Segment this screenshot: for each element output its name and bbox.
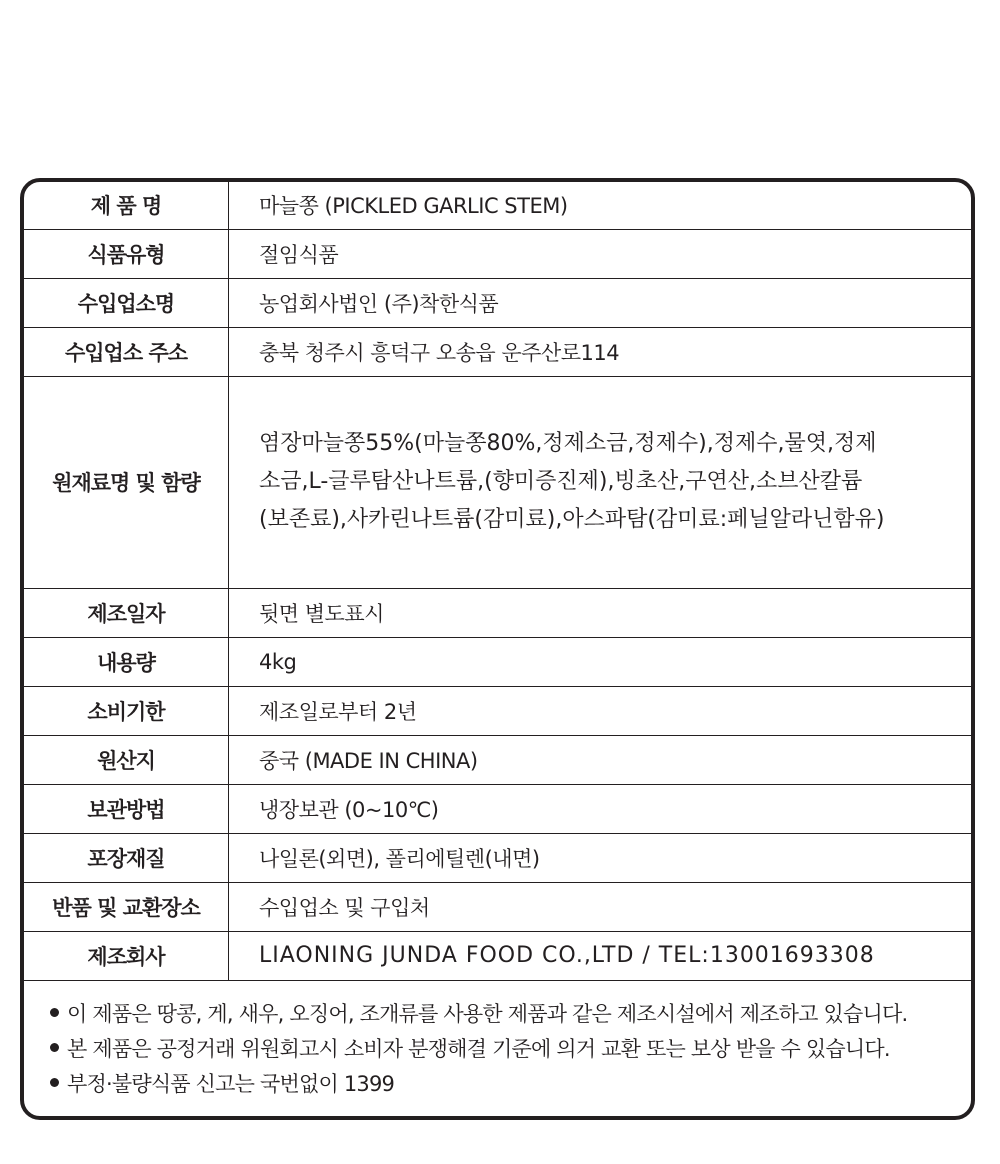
label-net-content: 내용량 <box>24 637 229 686</box>
bullet-dot-icon <box>50 1078 59 1087</box>
row-food-type <box>24 229 971 278</box>
value-packaging: 나일론(외면), 폴리에틸렌(내면) <box>229 833 972 882</box>
label-packaging: 포장재질 <box>24 833 229 882</box>
value-ingredients <box>229 376 972 588</box>
label-importer-name: 수입업소명 <box>24 278 229 327</box>
product-info-table <box>24 182 971 981</box>
label-storage: 보관방법 <box>24 784 229 833</box>
label-food-type: 식품유형 <box>24 229 229 278</box>
bullet-dot-icon <box>50 1043 59 1052</box>
row-expiry <box>24 686 971 735</box>
label-manufacture-date: 제조일자 <box>24 588 229 637</box>
value-importer-name: 농업회사법인 (주)착한식품 <box>229 278 972 327</box>
row-product-name <box>24 182 971 229</box>
value-expiry: 제조일로부터 2년 <box>229 686 972 735</box>
value-manufacturer: LIAONING JUNDA FOOD CO.,LTD / TEL:13001693308 <box>229 931 972 980</box>
notice-item <box>50 1032 971 1067</box>
row-manufacture-date <box>24 588 971 637</box>
value-origin: 중국 (MADE IN CHINA) <box>229 735 972 784</box>
value-importer-address: 충북 청주시 흥덕구 오송읍 운주산로114 <box>229 327 972 376</box>
food-label-box <box>20 178 975 1120</box>
row-return-place <box>24 882 971 931</box>
value-storage: 냉장보관 (0~10℃) <box>229 784 972 833</box>
row-manufacturer <box>24 931 971 980</box>
row-storage <box>24 784 971 833</box>
label-product-name: 제 품 명 <box>24 182 229 229</box>
label-origin: 원산지 <box>24 735 229 784</box>
label-expiry: 소비기한 <box>24 686 229 735</box>
label-return-place: 반품 및 교환장소 <box>24 882 229 931</box>
row-packaging <box>24 833 971 882</box>
ingredients-line: (보존료),사카린나트륨(감미료),아스파탐(감미료:페닐알라닌함유) <box>259 507 885 532</box>
notice-item <box>50 1067 971 1102</box>
row-importer-name <box>24 278 971 327</box>
notice-text: 이 제품은 땅콩, 게, 새우, 오징어, 조개류를 사용한 제품과 같은 제조시설에서 제조하고 있습니다. <box>67 1001 908 1026</box>
ingredients-line: 염장마늘쫑55%(마늘쫑80%,정제소금,정제수),정제수,물엿,정제 <box>259 431 877 456</box>
bullet-dot-icon <box>50 1008 59 1017</box>
label-ingredients: 원재료명 및 함량 <box>24 376 229 588</box>
row-net-content <box>24 637 971 686</box>
value-manufacture-date: 뒷면 별도표시 <box>229 588 972 637</box>
value-product-name: 마늘쫑 (PICKLED GARLIC STEM) <box>229 182 972 229</box>
notice-list <box>24 981 971 1102</box>
ingredients-line: 소금,L-글루탐산나트륨,(향미증진제),빙초산,구연산,소브산칼륨 <box>259 469 863 494</box>
label-manufacturer: 제조회사 <box>24 931 229 980</box>
value-food-type: 절임식품 <box>229 229 972 278</box>
value-return-place: 수입업소 및 구입처 <box>229 882 972 931</box>
notice-item <box>50 997 971 1032</box>
value-net-content: 4kg <box>229 637 972 686</box>
label-importer-address: 수입업소 주소 <box>24 327 229 376</box>
notice-text: 부정·불량식품 신고는 국번없이 1399 <box>67 1071 395 1096</box>
notice-text: 본 제품은 공정거래 위원회고시 소비자 분쟁해결 기준에 의거 교환 또는 보상 받을 수 있습니다. <box>67 1036 890 1061</box>
row-origin <box>24 735 971 784</box>
row-ingredients <box>24 376 971 588</box>
row-importer-address <box>24 327 971 376</box>
